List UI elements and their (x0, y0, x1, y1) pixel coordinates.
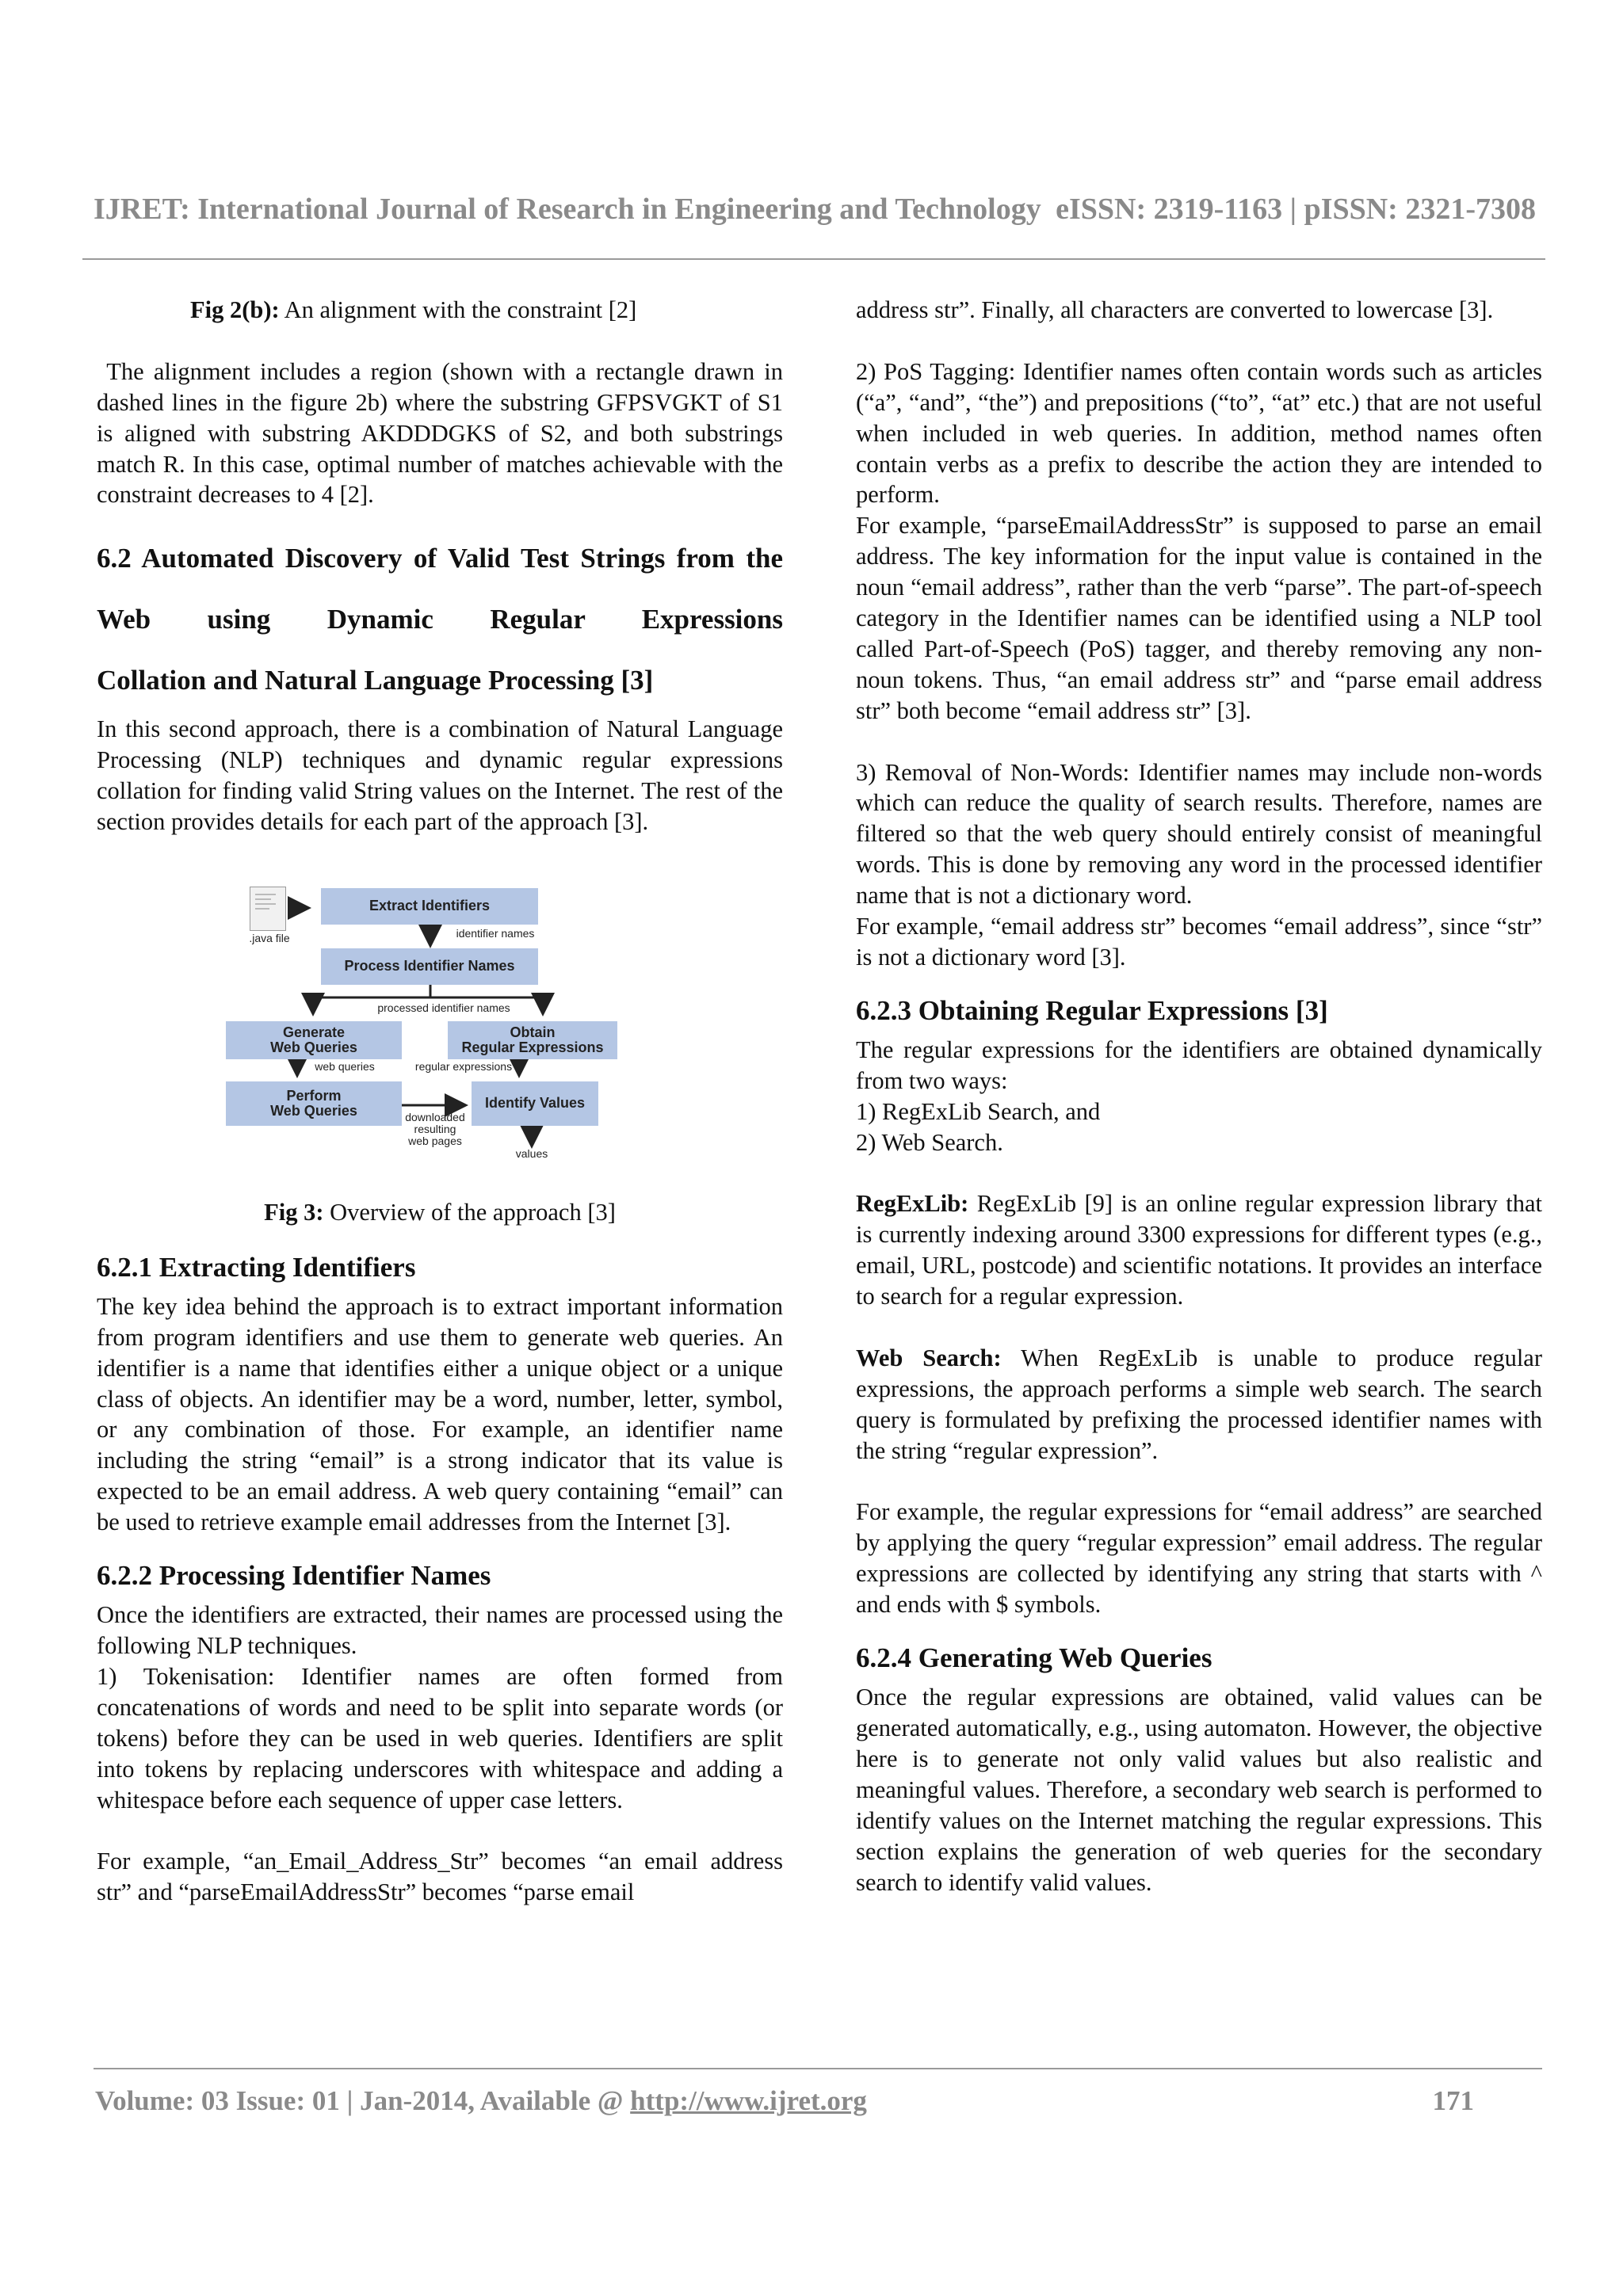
heading-6-2-2: 6.2.2 Processing Identifier Names (97, 1560, 491, 1592)
fig2b-caption-label: Fig 2(b): (190, 296, 280, 323)
right-column (856, 295, 1542, 1897)
fig2b-caption-text: An alignment with the constraint [2] (279, 296, 637, 323)
extract-identifiers-box: Extract Identifiers (321, 888, 538, 925)
figure-3 (226, 879, 654, 1180)
fig3-caption-text: Overview of the approach [3] (323, 1198, 616, 1226)
regexlib-text: RegExLib [9] is an online regular expression library that is currently indexing around 3300 expressions for different types (e.g., email, URL, postcode) and scientific notations. It provides an interface to search for a regular expression. (856, 1190, 1542, 1310)
page-header (94, 192, 1536, 227)
para-regex-example: For example, the regular expressions for “email address” are searched by applying the query “regular expression” email address. The regular expressions are collected by identifying any string that starts with ^ and ends with $ symbols. (856, 1498, 1542, 1619)
fig2b-caption (97, 295, 783, 326)
regexlib-label: RegExLib: (856, 1190, 969, 1218)
para-regexlib (856, 1188, 1542, 1312)
fig3-caption (97, 1197, 783, 1228)
heading-6-2-3: 6.2.3 Obtaining Regular Expressions [3] (856, 994, 1328, 1026)
para-6-2-1: The key idea behind the approach is to extract important information from program identifiers and use them to generate web queries. An identifier is a name that identifies either a unique object or a unique class of objects. An identifier may be a word, number, letter, symbol, or any combination of those. For example, an identifier name including the string “email” is a strong indicator that its value is expected to be an email address. A web query containing “email” can be used to retrieve example email addresses from the Internet [3]. (97, 1292, 783, 1536)
java-file-icon (250, 887, 286, 931)
para-non-words-example: For example, “email address str” becomes “email address”, since “str” is not a dictionary word [3]. (856, 913, 1542, 971)
footer-rule (94, 2068, 1542, 2069)
para-non-words: 3) Removal of Non-Words: Identifier names may include non-words which can reduce the quality of search results. Therefore, names are filtered so that the web query should entirely consist of meaningful words. This is done by removing any word in the processed identifier name that is not a dictionary word. (856, 758, 1542, 910)
generate-web-queries-box (226, 1021, 402, 1059)
web-search-label: Web Search: (856, 1344, 1002, 1371)
heading-6-2-4: 6.2.4 Generating Web Queries (856, 1642, 1212, 1674)
para-6-2: In this second approach, there is a combination of Natural Language Processing (NLP) techniques and dynamic regular expressions collation for finding valid String values on the Internet. The rest of the section provides details for each part of the approach [3]. (97, 715, 783, 836)
identifier-names-label: identifier names (456, 926, 535, 940)
para-pos-tagging: 2) PoS Tagging: Identifier names often contain words such as articles (“a”, “and”, “the”) and prepositions (“to”, “at” etc.) that are not useful when included in web queries. In addition, method names often contain verbs as a prefix to describe the action they are intended to perform. (856, 357, 1542, 509)
regular-expressions-label: regular expressions (414, 1059, 513, 1073)
para-6-2-3c: 2) Web Search. (856, 1128, 1003, 1156)
heading-6-2-main: 6.2 Automated Discovery of Valid Test Strings from the Web using Dynamic Regular Expressions (97, 543, 783, 635)
java-file-label: .java file (249, 931, 290, 944)
para-6-2-2c: For example, “an_Email_Address_Str” becomes “an email address str” and “parseEmailAddressStr” becomes “parse email (97, 1848, 783, 1906)
page-footer (95, 2085, 1474, 2117)
identify-values-box: Identify Values (472, 1081, 598, 1126)
para-6-2-2a: Once the identifiers are extracted, their names are processed using the following NLP techniques. (97, 1601, 783, 1660)
para-pos-example: For example, “parseEmailAddressStr” is supposed to parse an email address. The key information for the input value is contained in the noun “email address”, rather than the verb “parse”. The part-of-speech category in the Identifier names can be identified using a NLP tool called Part-of-Speech (PoS) tagger, and thereby removing any non-noun tokens. Thus, “an email address str” and “parse email address str” both become “email address str” [3]. (856, 512, 1542, 724)
para-6-2-3b: 1) RegExLib Search, and (856, 1097, 1101, 1125)
header-rule (82, 258, 1545, 260)
obtain-regular-expressions-box (448, 1021, 617, 1059)
issn: eISSN: 2319-1163 | pISSN: 2321-7308 (1056, 193, 1536, 226)
downloaded-line2: resulting (414, 1122, 456, 1135)
para-6-2-4: Once the regular expressions are obtained, valid values can be generated automatically, e.g., using automaton. However, the objective here is to generate not only valid values but also realistic and meaningful values. Therefore, a secondary web search is performed to identify values on the Internet matching the regular expressions. This section explains the generation of web queries for the secondary search to identify valid values. (856, 1684, 1542, 1896)
fig3-caption-label: Fig 3: (264, 1198, 324, 1226)
journal-title: IJRET: International Journal of Research in Engineering and Technology (94, 193, 1041, 226)
heading-6-2-last: Collation and Natural Language Processing [3] (97, 665, 654, 696)
downloaded-line3: web pages (408, 1134, 462, 1147)
para-web-search (856, 1343, 1542, 1466)
generate-line1: Generate (282, 1024, 346, 1040)
heading-6-2 (97, 528, 783, 711)
footer-url-link[interactable]: http://www.ijret.org (630, 2085, 867, 2116)
footer-volume: Volume: 03 Issue: 01 | Jan-2014, Available @ (95, 2085, 631, 2116)
obtain-line2: Regular Expressions (461, 1039, 604, 1055)
para-6-2-2b: 1) Tokenisation: Identifier names are often formed from concatenations of words and need to be split into separate words (or tokens) before they can be used in web queries. Identifiers are split into tokens by replacing underscores with whitespace and adding a whitespace before each sequence of upper case letters. (97, 1662, 783, 1814)
perform-web-queries-box (226, 1081, 402, 1126)
heading-6-2-1: 6.2.1 Extracting Identifiers (97, 1251, 416, 1283)
left-column (97, 295, 789, 1908)
para-alignment: The alignment includes a region (shown with a rectangle drawn in dashed lines in the figure 2b) where the substring GFPSVGKT of S1 is aligned with substring AKDDDGKS of S2, and both substrings match R. In this case, optimal number of matches achievable with the constraint decreases to 4 [2]. (97, 357, 789, 509)
process-identifier-names-box: Process Identifier Names (321, 948, 538, 985)
downloaded-pages-label (402, 1112, 468, 1147)
perform-line1: Perform (286, 1087, 342, 1104)
downloaded-line1: downloaded (405, 1110, 465, 1123)
obtain-line1: Obtain (510, 1024, 556, 1040)
generate-line2: Web Queries (270, 1039, 357, 1055)
page-number: 171 (1432, 2085, 1474, 2116)
processed-identifier-names-label: processed identifier names (377, 1001, 510, 1014)
para-continued: address str”. Finally, all characters are converted to lowercase [3]. (856, 296, 1494, 323)
values-label: values (515, 1146, 548, 1160)
para-6-2-3a: The regular expressions for the identifiers are obtained dynamically from two ways: (856, 1035, 1542, 1094)
web-queries-label: web queries (315, 1059, 375, 1073)
web-search-text: When RegExLib is unable to produce regular expressions, the approach performs a simple web search. The search query is formulated by prefixing the processed identifier names with the string “regular expression”. (856, 1344, 1542, 1464)
perform-line2: Web Queries (270, 1102, 357, 1119)
